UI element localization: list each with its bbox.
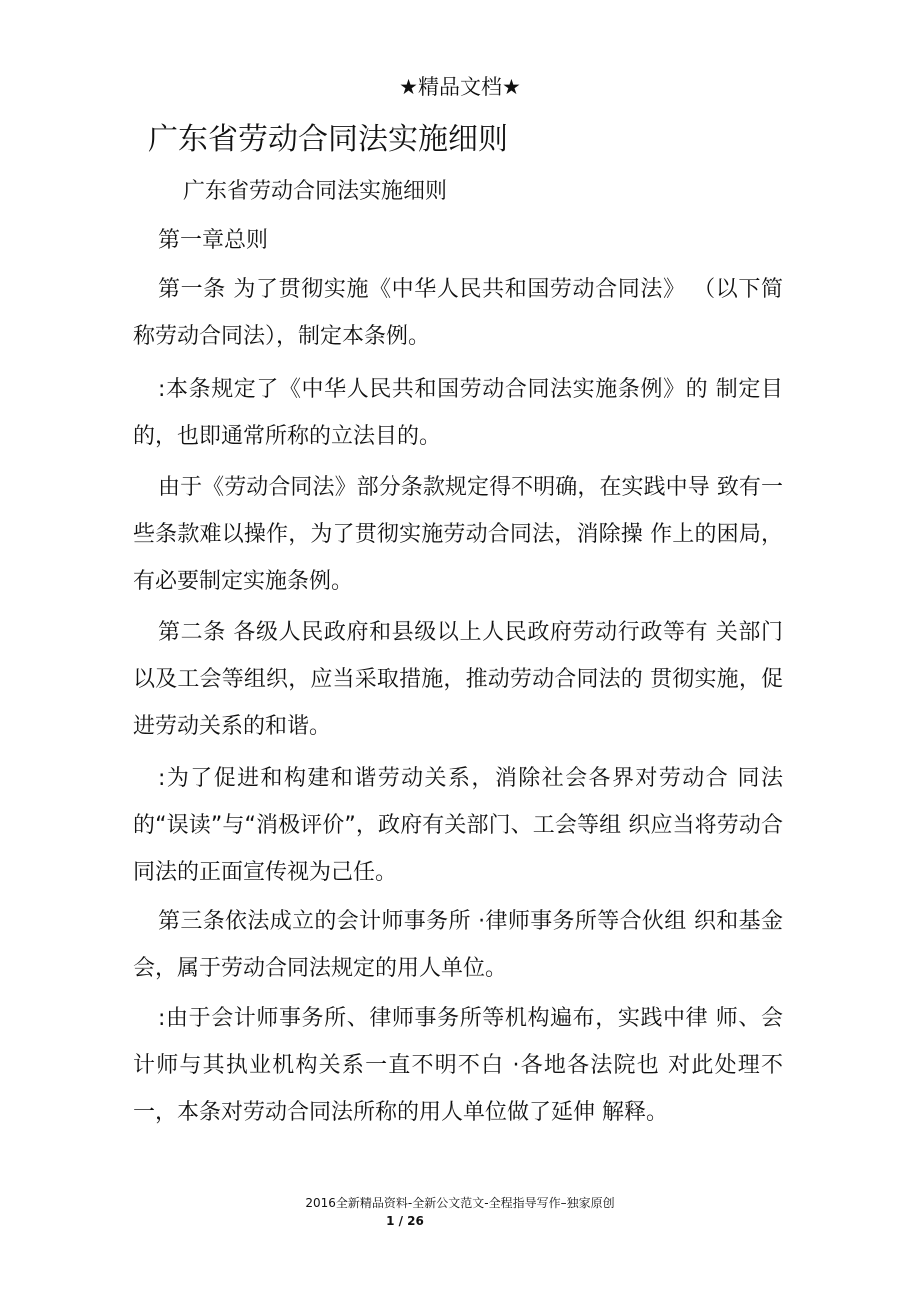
page-number: 1 / 26 [386,1214,424,1228]
document-subtitle: 广东省劳动合同法实施细则 [183,179,448,204]
chapter-heading: 第一章总则 [158,228,269,253]
paragraph-article-1-explanation: 由于《劳动合同法》部分条款规定得不明确，在实践中导 致有一些条款难以操作，为了贯彻实施劳动合同法，消除操 作上的困局，有必要制定实施条例。 [133,475,783,594]
document-title: 广东省劳动合同法实施细则 [148,122,508,157]
paragraph-article-2: 第二条 各级人民政府和县级以上人民政府劳动行政等有 关部门以及工会等组织，应当采取措施，推动劳动合同法的 贯彻实施，促进劳动关系的和谐。 [133,620,783,739]
footer-tagline: 2016全新精品资料-全新公文范文-全程指导写作–独家原创 [305,1196,615,1210]
paragraph-article-3: 第三条依法成立的会计师事务所 ·律师事务所等合伙组 织和基金会，属于劳动合同法规定的用人单位。 [133,909,783,981]
paragraph-article-2-note: :为了促进和构建和谐劳动关系，消除社会各界对劳动合 同法的“误读”与“消极评价”，政府有关部门、工会等组 织应当将劳动合同法的正面宣传视为己任。 [133,766,783,885]
page-banner: ★精品文档★ [399,75,521,99]
paragraph-article-3-note: :由于会计师事务所、律师事务所等机构遍布，实践中律 师、会计师与其执业机构关系一直不明不白 ·各地各法院也 对此处理不一，本条对劳动合同法所称的用人单位做了延伸 解释。 [133,1006,783,1125]
paragraph-article-1-note: :本条规定了《中华人民共和国劳动合同法实施条例》的 制定目的，也即通常所称的立法目的。 [133,377,783,449]
paragraph-article-1: 第一条 为了贯彻实施《中华人民共和国劳动合同法》 （以下简称劳动合同法），制定本条例。 [133,277,783,349]
